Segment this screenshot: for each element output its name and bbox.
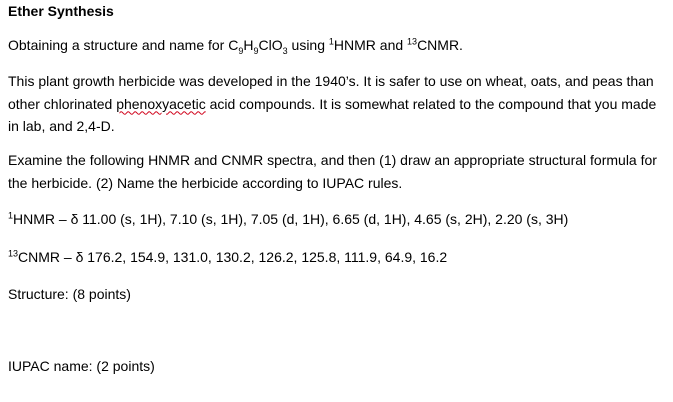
hnmr-data-line bbox=[8, 208, 568, 230]
objective-line bbox=[8, 34, 463, 56]
hnmr-superscript: 1 bbox=[328, 36, 334, 47]
structure-prompt: Structure: (8 points) bbox=[8, 286, 131, 302]
formula-o-count: 3 bbox=[282, 45, 288, 56]
formula-h-count: 9 bbox=[253, 45, 259, 56]
objective-cnmr: CNMR. bbox=[417, 37, 463, 53]
document-title: Ether Synthesis bbox=[8, 3, 114, 19]
cnmr-data-line bbox=[8, 246, 447, 268]
cnmr-data-text: CNMR – δ 176.2, 154.9, 131.0, 130.2, 126.2, 125.8, 111.9, 64.9, 16.2 bbox=[18, 249, 448, 265]
cnmr-superscript: 13 bbox=[407, 36, 418, 47]
formula-clo-label: ClO bbox=[258, 37, 283, 53]
intro-part2: acid compounds. It is somewhat related to the compound that you made in lab, and 2,4-D. bbox=[8, 95, 657, 134]
spellcheck-flagged-word: phenoxyacetic bbox=[116, 95, 206, 112]
formula-h-label: H bbox=[243, 37, 254, 53]
hnmr-data-text: HNMR – δ 11.00 (s, 1H), 7.10 (s, 1H), 7.05 (d, 1H), 6.65 (d, 1H), 4.65 (s, 2H), 2.20 (s, 3H) bbox=[13, 211, 569, 227]
objective-hnmr-and: HNMR and bbox=[333, 37, 408, 53]
iupac-name-prompt: IUPAC name: (2 points) bbox=[8, 358, 155, 374]
cnmr-line-superscript: 13 bbox=[8, 248, 19, 259]
formula-c-count: 9 bbox=[238, 45, 244, 56]
instructions-paragraph: Examine the following HNMR and CNMR spectra, and then (1) draw an appropriate structural formula for the herbicide. (2) Name the herbicide according to IUPAC rules. bbox=[8, 152, 657, 191]
intro-paragraph bbox=[8, 70, 668, 138]
hnmr-line-superscript: 1 bbox=[8, 210, 14, 221]
intro-part1: This plant growth herbicide was developed in the 1940’s. It is safer to use on wheat, oats, and peas than other chlorinated bbox=[8, 73, 654, 112]
objective-using: using bbox=[287, 37, 329, 53]
objective-text: Obtaining a structure and name for C bbox=[8, 37, 239, 53]
